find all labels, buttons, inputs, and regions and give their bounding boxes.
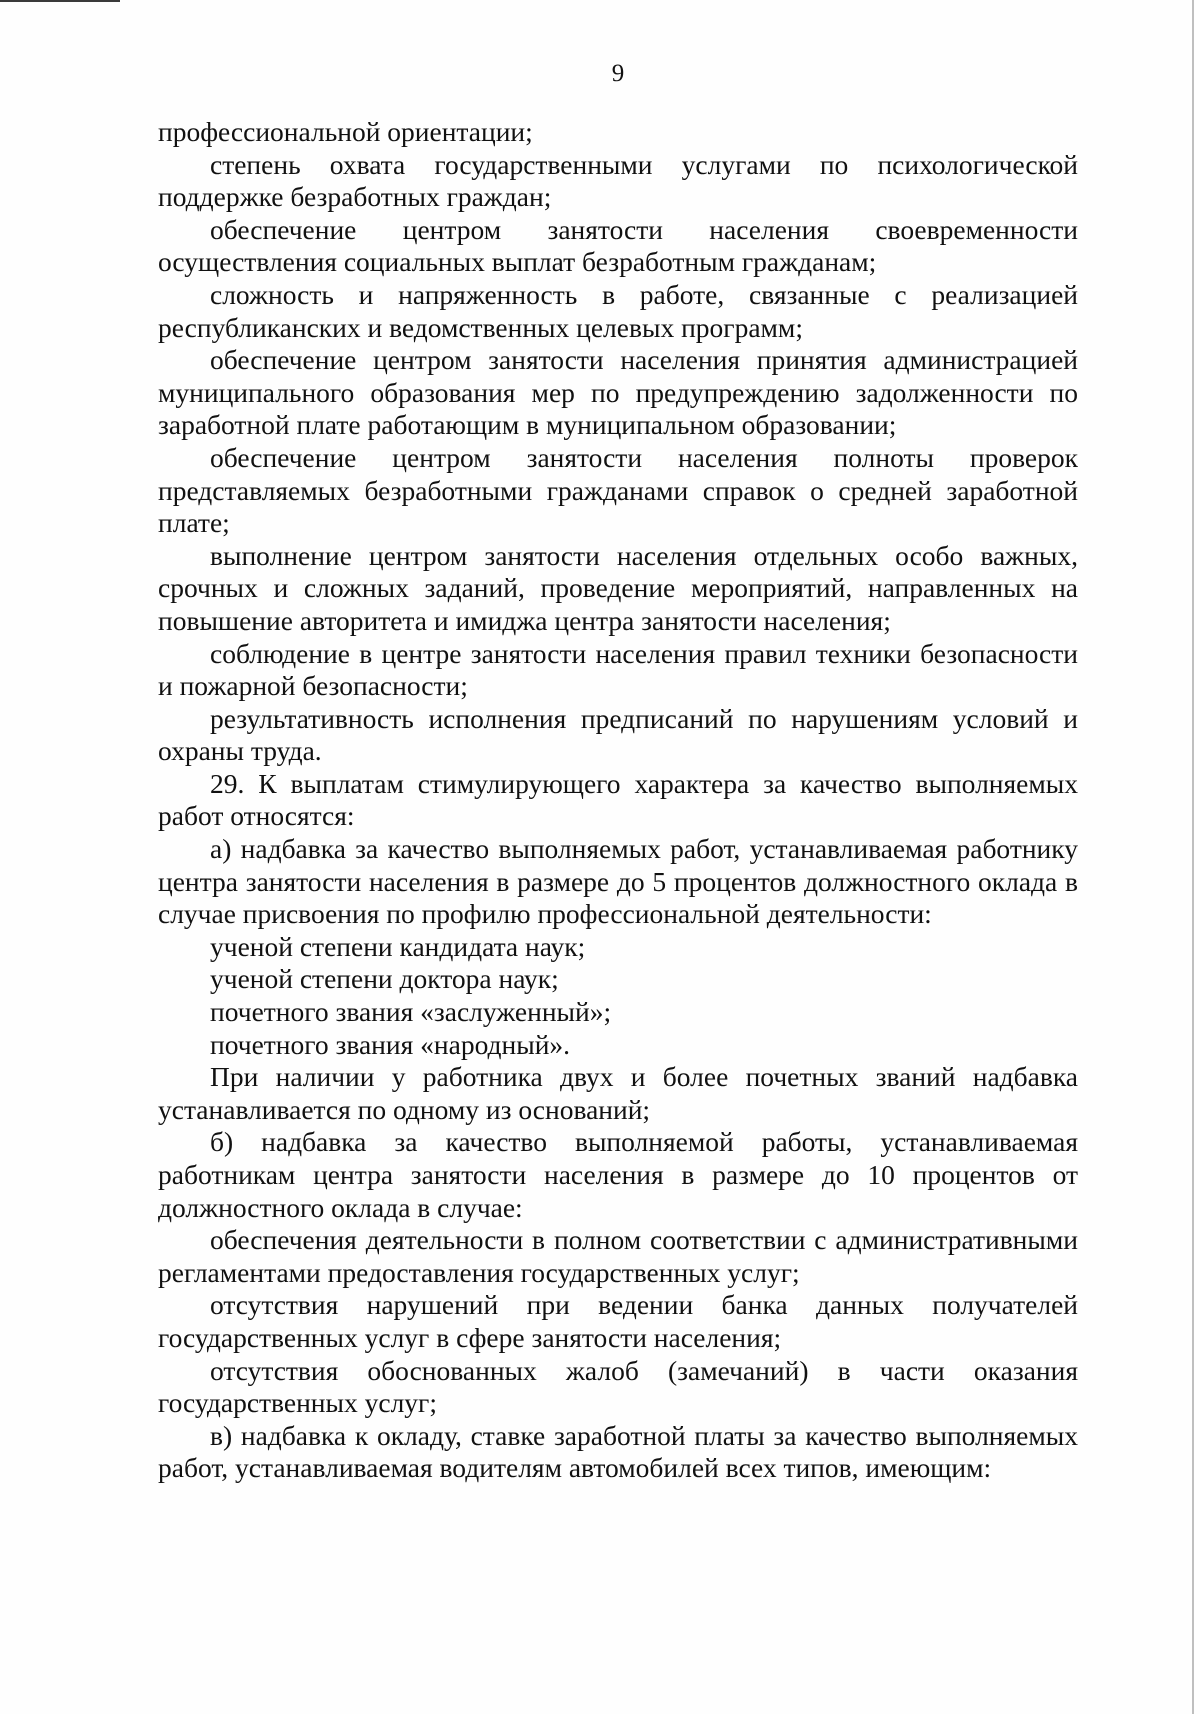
list-item: почетного звания «народный».	[210, 1028, 571, 1060]
list-item: ученой степени доктора наук;	[210, 963, 559, 995]
subclause-v: в) надбавка к окладу, ставке заработной платы за качество выполняемых работ, устанавливаемая водителям автомобилей всех типов, имеющим:	[158, 1419, 1078, 1484]
paragraph: сложность и напряженность в работе, связанные с реализацией республиканских и ведомственных целевых программ;	[158, 278, 1078, 343]
scan-edge-right	[1192, 0, 1194, 1714]
paragraph: соблюдение в центре занятости населения правил техники безопасности и пожарной безопасности;	[158, 637, 1078, 702]
paragraph: результативность исполнения предписаний по нарушениям условий и охраны труда.	[158, 702, 1078, 767]
paragraph: степень охвата государственными услугами по психологической поддержке безработных граждан;	[158, 148, 1078, 213]
paragraph: выполнение центром занятости населения отдельных особо важных, срочных и сложных заданий, проведение мероприятий, направленных на повышение авторитета и имиджа центра занятости населения;	[158, 539, 1078, 636]
list-item: почетного звания «заслуженный»;	[210, 996, 612, 1028]
paragraph: обеспечение центром занятости населения полноты проверок представляемых безработными гражданами справок о средней заработной плате;	[158, 441, 1078, 539]
page-number: 9	[611, 60, 625, 87]
paragraph-continuation: профессиональной ориентации;	[158, 116, 533, 147]
paragraph: отсутствия нарушений при ведении банка данных получателей государственных услуг в сфере занятости населения;	[158, 1289, 1078, 1353]
subclause-a: а) надбавка за качество выполняемых работ, устанавливаемая работнику центра занятости населения в размере до 5 процентов должностного оклада в случае присвоения по профилю профессиональной деятельности:	[158, 833, 1078, 930]
paragraph: При наличии у работника двух и более почетных званий надбавка устанавливается по одному из оснований;	[158, 1061, 1078, 1125]
paragraph: отсутствия обоснованных жалоб (замечаний) в части оказания государственных услуг;	[158, 1354, 1078, 1419]
scan-edge-top	[0, 0, 120, 2]
list-item: ученой степени кандидата наук;	[210, 930, 586, 962]
subclause-b: б) надбавка за качество выполняемой работы, устанавливаемая работникам центра занятости населения в размере до 10 процентов от должностного оклада в случае:	[158, 1126, 1078, 1223]
paragraph: обеспечение центром занятости населения принятия администрацией муниципального образования мер по предупреждению задолженности по заработной плате работающим в муниципальном образовании;	[158, 344, 1078, 441]
clause-29: 29. К выплатам стимулирующего характера за качество выполняемых работ относятся:	[158, 767, 1078, 832]
document-body	[158, 116, 1078, 1485]
paragraph: обеспечения деятельности в полном соответствии с административными регламентами предоставления государственных услуг;	[158, 1224, 1078, 1288]
paragraph: обеспечение центром занятости населения своевременности осуществления социальных выплат безработным гражданам;	[158, 213, 1078, 278]
